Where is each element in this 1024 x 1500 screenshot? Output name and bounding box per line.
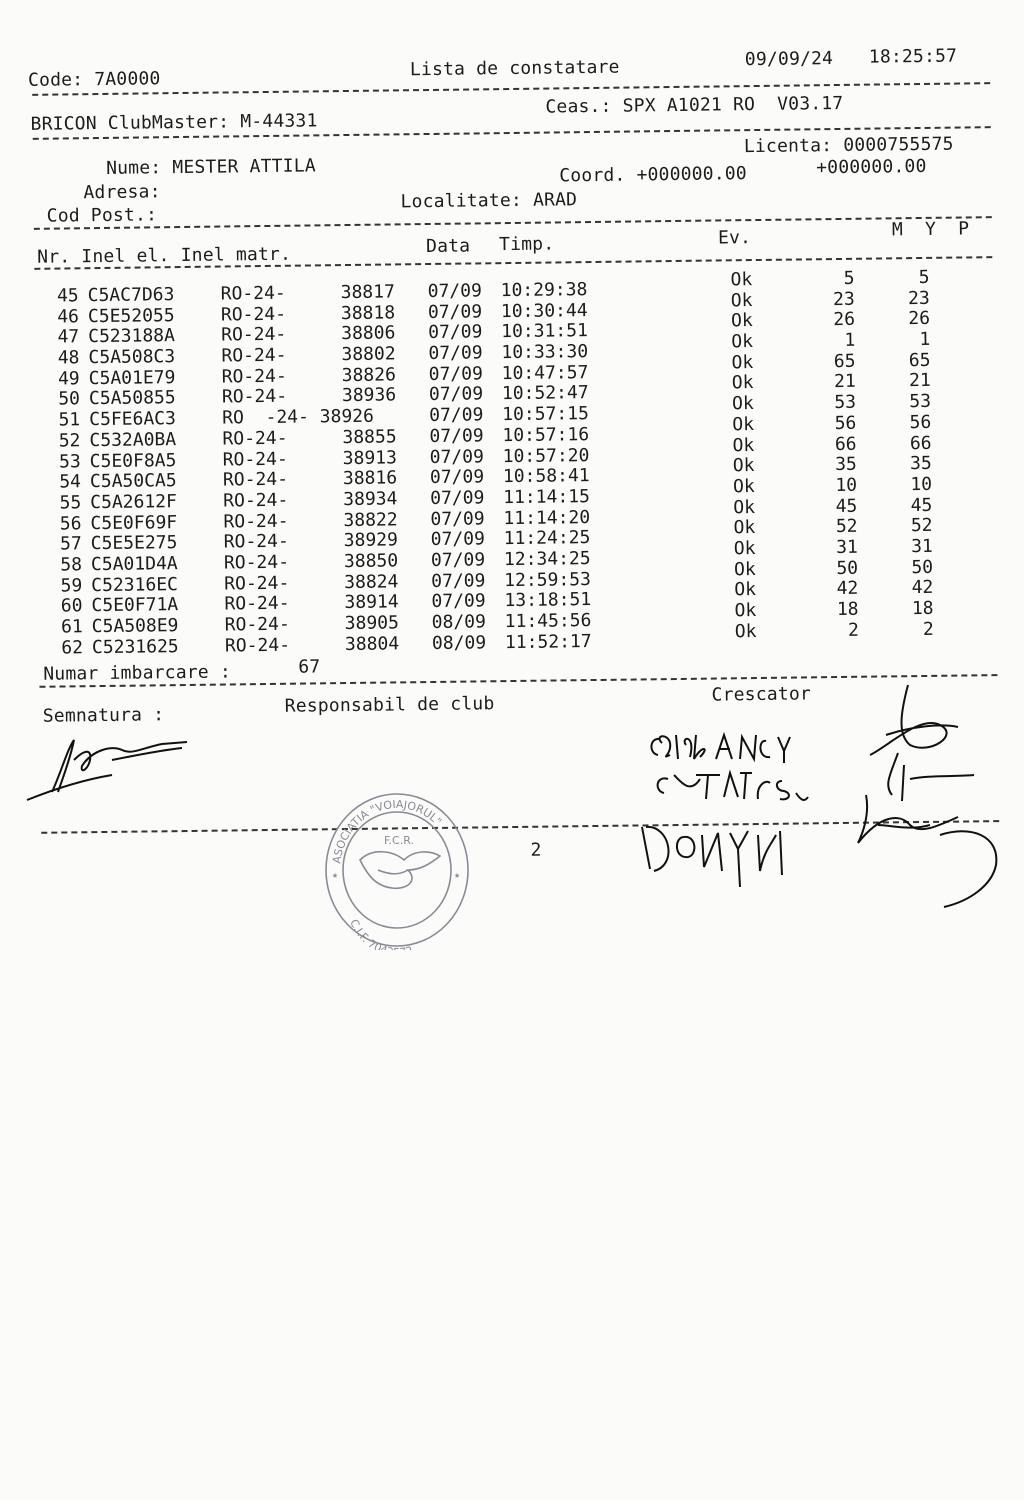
row-number: 60 (60, 595, 83, 617)
row-date: 07/09 (428, 383, 484, 406)
row-y: 31 (911, 535, 933, 558)
row-time: 10:33:30 (501, 341, 589, 364)
row-ring-number: 38804 (344, 633, 400, 655)
column-header-myp: M Y P (891, 218, 970, 241)
row-time: 10:29:38 (500, 279, 588, 302)
row-ring-number: 38806 (341, 322, 396, 345)
localitate-label: Localitate: ARAD (400, 189, 578, 213)
row-inel-matr: RO-24- (221, 386, 288, 408)
row-y: 18 (911, 597, 934, 620)
row-event: Ok (730, 310, 753, 332)
numar-imbarcare-label: Numar imbarcare : (43, 661, 232, 685)
row-y: 50 (911, 556, 934, 578)
row-y: 66 (909, 432, 932, 454)
row-ring-number: 38934 (343, 488, 398, 510)
row-y: 5 (918, 266, 930, 289)
row-number: 58 (60, 554, 83, 576)
row-date: 08/09 (431, 632, 487, 654)
row-event: Ok (731, 331, 754, 353)
row-number: 62 (61, 636, 84, 659)
nume-label: Nume: MESTER ATTILA (106, 155, 316, 179)
row-time: 11:52:17 (504, 630, 592, 653)
row-time: 12:59:53 (504, 568, 592, 591)
row-date: 07/09 (428, 363, 483, 385)
arrivals-table (35, 266, 999, 659)
stamp-star-icon: ★ (454, 870, 461, 881)
row-ring-number: 38850 (343, 550, 399, 573)
row-inel-matr: RO-24- (223, 489, 289, 512)
row-inel-el: C5231625 (91, 635, 179, 658)
row-number: 57 (59, 533, 82, 555)
row-inel-el: C532A0BA (89, 428, 177, 451)
semnatura-label: Semnatura : (42, 704, 165, 727)
row-m: 23 (832, 288, 855, 310)
row-date: 07/09 (428, 321, 483, 344)
row-inel-matr: RO-24- (224, 572, 290, 595)
row-ring-number: 38826 (341, 364, 396, 386)
row-y: 65 (908, 349, 931, 371)
row-time: 10:31:51 (501, 320, 588, 343)
row-inel-matr: RO-24- (224, 634, 291, 657)
row-number: 50 (58, 388, 81, 410)
row-time: 10:58:41 (502, 465, 590, 488)
row-time: 11:45:56 (504, 610, 592, 633)
row-time: 11:24:25 (503, 527, 591, 550)
row-m: 2 (847, 619, 859, 641)
row-inel-el: C5E0F8A5 (89, 449, 177, 472)
row-time: 10:30:44 (500, 299, 588, 322)
row-number: 49 (57, 368, 80, 390)
row-inel-el: C5A508E9 (91, 615, 179, 638)
row-event: Ok (733, 537, 756, 560)
row-inel-matr: RO-24- (221, 365, 287, 388)
row-inel-matr: RO-24- (224, 613, 290, 636)
row-event: Ok (732, 455, 755, 477)
row-event: Ok (732, 413, 755, 436)
club-stamp (322, 790, 472, 954)
row-event: Ok (734, 579, 757, 601)
row-inel-el: C5A50855 (88, 387, 176, 410)
stamp-star-icon: ★ (332, 870, 339, 881)
row-number: 53 (58, 450, 81, 473)
row-inel-matr: RO-24- (223, 530, 289, 553)
row-inel-matr: RO-24- (222, 448, 288, 471)
stamp-bottom-text: C.I.F. 70 (347, 917, 384, 950)
row-event: Ok (732, 475, 755, 498)
row-m: 66 (834, 433, 857, 455)
row-time: 10:47:57 (501, 361, 589, 384)
row-inel-el: C5A508C3 (88, 346, 176, 369)
row-time: 11:14:15 (503, 485, 591, 508)
row-m: 56 (834, 412, 857, 434)
row-date: 07/09 (430, 549, 486, 571)
divider (32, 82, 990, 96)
row-ring-number: 38914 (344, 591, 399, 614)
row-ring-number: 38929 (343, 529, 399, 552)
column-header-timp: Timp. (498, 233, 555, 256)
row-inel-el: C5E52055 (87, 304, 175, 327)
licenta-label: Licenta: 0000755575 (743, 133, 954, 158)
row-date: 07/09 (429, 425, 484, 447)
row-y: 2 (922, 618, 934, 640)
row-ring-number: 38817 (340, 281, 395, 304)
row-time: 12:34:25 (503, 547, 591, 571)
adresa-label: Adresa: (83, 181, 161, 204)
column-header-nr-inel: Nr. Inel el. Inel matr. (37, 243, 292, 268)
ceas-label: Ceas.: SPX A1021 RO V03.17 (545, 92, 844, 118)
row-inel-matr: RO-24- (222, 468, 289, 491)
svg-text:ASOCIATIA "VOIAJORUL" (330, 798, 444, 865)
row-date: 07/09 (430, 507, 485, 530)
row-time: 13:18:51 (504, 589, 592, 612)
row-m: 53 (834, 391, 857, 414)
row-date: 07/09 (430, 487, 485, 509)
row-inel-el: C523188A (88, 325, 176, 348)
row-date: 07/09 (431, 569, 486, 592)
row-inel-matr: RO-24- (220, 303, 287, 326)
row-inel-el: C5E0F69F (90, 511, 178, 534)
row-event: Ok (731, 351, 754, 374)
row-y: 23 (907, 287, 930, 309)
row-date: 07/09 (428, 342, 483, 365)
row-m: 35 (834, 453, 857, 476)
row-ring-number: 38936 (341, 384, 397, 407)
row-date: 07/09 (429, 404, 484, 427)
row-number: 45 (56, 285, 79, 307)
row-date: 07/09 (430, 528, 486, 551)
column-header-data: Data (425, 235, 471, 258)
row-m: 5 (843, 267, 855, 289)
clubmaster-label: BRICON ClubMaster: M-44331 (30, 110, 318, 135)
row-number: 51 (58, 409, 81, 431)
row-inel-matr: RO -24- 38926 (222, 405, 375, 429)
row-ring-number: 38816 (342, 467, 398, 490)
row-event: Ok (730, 269, 753, 291)
row-m: 21 (833, 371, 856, 393)
stamp-top-text: ASOCIATIA "VOIAJORUL" (330, 797, 445, 865)
row-inel-matr: RO-24- (224, 593, 290, 615)
row-y: 56 (909, 411, 932, 433)
row-ring-number: 38802 (341, 343, 396, 366)
row-number: 47 (57, 326, 80, 348)
row-date: 07/09 (427, 280, 482, 303)
row-date: 08/09 (431, 611, 487, 633)
row-y: 26 (908, 308, 931, 330)
row-time: 10:52:47 (501, 382, 589, 405)
row-y: 45 (910, 494, 933, 516)
row-date: 07/09 (429, 445, 485, 468)
row-m: 45 (835, 495, 858, 517)
row-inel-matr: RO-24- (220, 282, 286, 305)
crescator-label: Crescator (711, 683, 812, 706)
coord-second-value: +000000.00 (816, 155, 927, 179)
row-y: 10 (910, 473, 933, 496)
row-inel-el: C5E0F71A (91, 594, 179, 617)
row-ring-number: 38905 (344, 612, 400, 635)
row-time: 11:14:20 (503, 506, 591, 529)
page-number: 2 (530, 839, 542, 861)
row-number: 54 (59, 471, 82, 493)
row-number: 55 (59, 492, 82, 514)
row-m: 1 (844, 329, 856, 351)
row-m: 52 (835, 516, 858, 538)
row-event: Ok (733, 517, 756, 539)
row-time: 10:57:16 (502, 423, 590, 446)
row-event: Ok (731, 393, 754, 415)
row-ring-number: 38855 (342, 426, 397, 448)
numar-imbarcare-value: 67 (298, 656, 321, 678)
row-m: 42 (836, 578, 859, 600)
row-inel-el: C5A01E79 (88, 366, 176, 389)
row-ring-number: 38822 (343, 508, 398, 531)
row-date: 07/09 (427, 301, 483, 323)
row-inel-el: C5A2612F (90, 490, 178, 514)
row-number: 48 (57, 347, 80, 369)
row-number: 56 (59, 512, 82, 535)
row-ring-number: 38818 (340, 302, 396, 324)
row-inel-el: C5A50CA5 (89, 470, 177, 493)
row-m: 10 (835, 474, 858, 496)
row-number: 46 (57, 305, 80, 328)
row-y: 42 (911, 577, 934, 599)
row-event: Ok (731, 372, 754, 394)
row-m: 31 (836, 536, 858, 558)
responsabil-signature (22, 720, 202, 810)
code-label: Code: 7A0000 (27, 68, 161, 91)
row-number: 52 (58, 430, 81, 452)
row-m: 50 (836, 557, 859, 579)
row-number: 59 (60, 574, 83, 597)
row-event: Ok (733, 496, 756, 518)
divider (34, 216, 992, 230)
crescator-signature-group (640, 675, 1020, 915)
row-m: 65 (833, 350, 856, 372)
row-inel-el: C52316EC (91, 573, 179, 596)
row-m: 18 (836, 598, 859, 621)
responsabil-label: Responsabil de club (284, 693, 495, 717)
row-ring-number: 38824 (344, 571, 399, 593)
row-m: 26 (833, 309, 856, 331)
row-inel-el: C5E5E275 (90, 532, 178, 555)
row-event: Ok (732, 434, 755, 456)
row-date: 07/09 (429, 466, 485, 489)
stamp-inner-text: F.C.R. (384, 834, 414, 847)
coord-label: Coord. +000000.00 (559, 163, 748, 187)
row-ring-number: 38913 (342, 446, 398, 469)
row-inel-matr: RO-24- (221, 344, 287, 367)
row-inel-matr: RO-24- (223, 551, 290, 574)
row-event: Ok (730, 289, 753, 312)
print-date: 09/09/24 (744, 48, 834, 71)
document-title: Lista de constatare (409, 56, 620, 81)
row-inel-el: C5AC7D63 (87, 284, 175, 307)
row-inel-el: C5FE6AC3 (89, 408, 177, 431)
row-event: Ok (734, 620, 757, 642)
row-inel-el: C5A01D4A (90, 553, 178, 576)
row-time: 10:57:15 (502, 403, 590, 426)
row-inel-matr: RO-24- (221, 324, 287, 346)
row-time: 10:57:20 (502, 444, 590, 467)
row-event: Ok (733, 558, 756, 580)
row-inel-matr: RO-24- (222, 427, 288, 450)
cod-post-label: Cod Post.: (46, 204, 158, 227)
column-header-ev: Ev. (717, 227, 752, 249)
row-y: 52 (910, 515, 933, 537)
row-y: 21 (908, 370, 931, 392)
row-inel-matr: RO-24- (223, 510, 289, 533)
row-y: 53 (909, 391, 932, 413)
row-number: 61 (60, 616, 83, 638)
row-date: 07/09 (431, 590, 486, 613)
row-y: 1 (919, 328, 931, 351)
print-time: 18:25:57 (868, 45, 958, 68)
row-event: Ok (734, 600, 757, 622)
row-y: 35 (909, 453, 932, 475)
